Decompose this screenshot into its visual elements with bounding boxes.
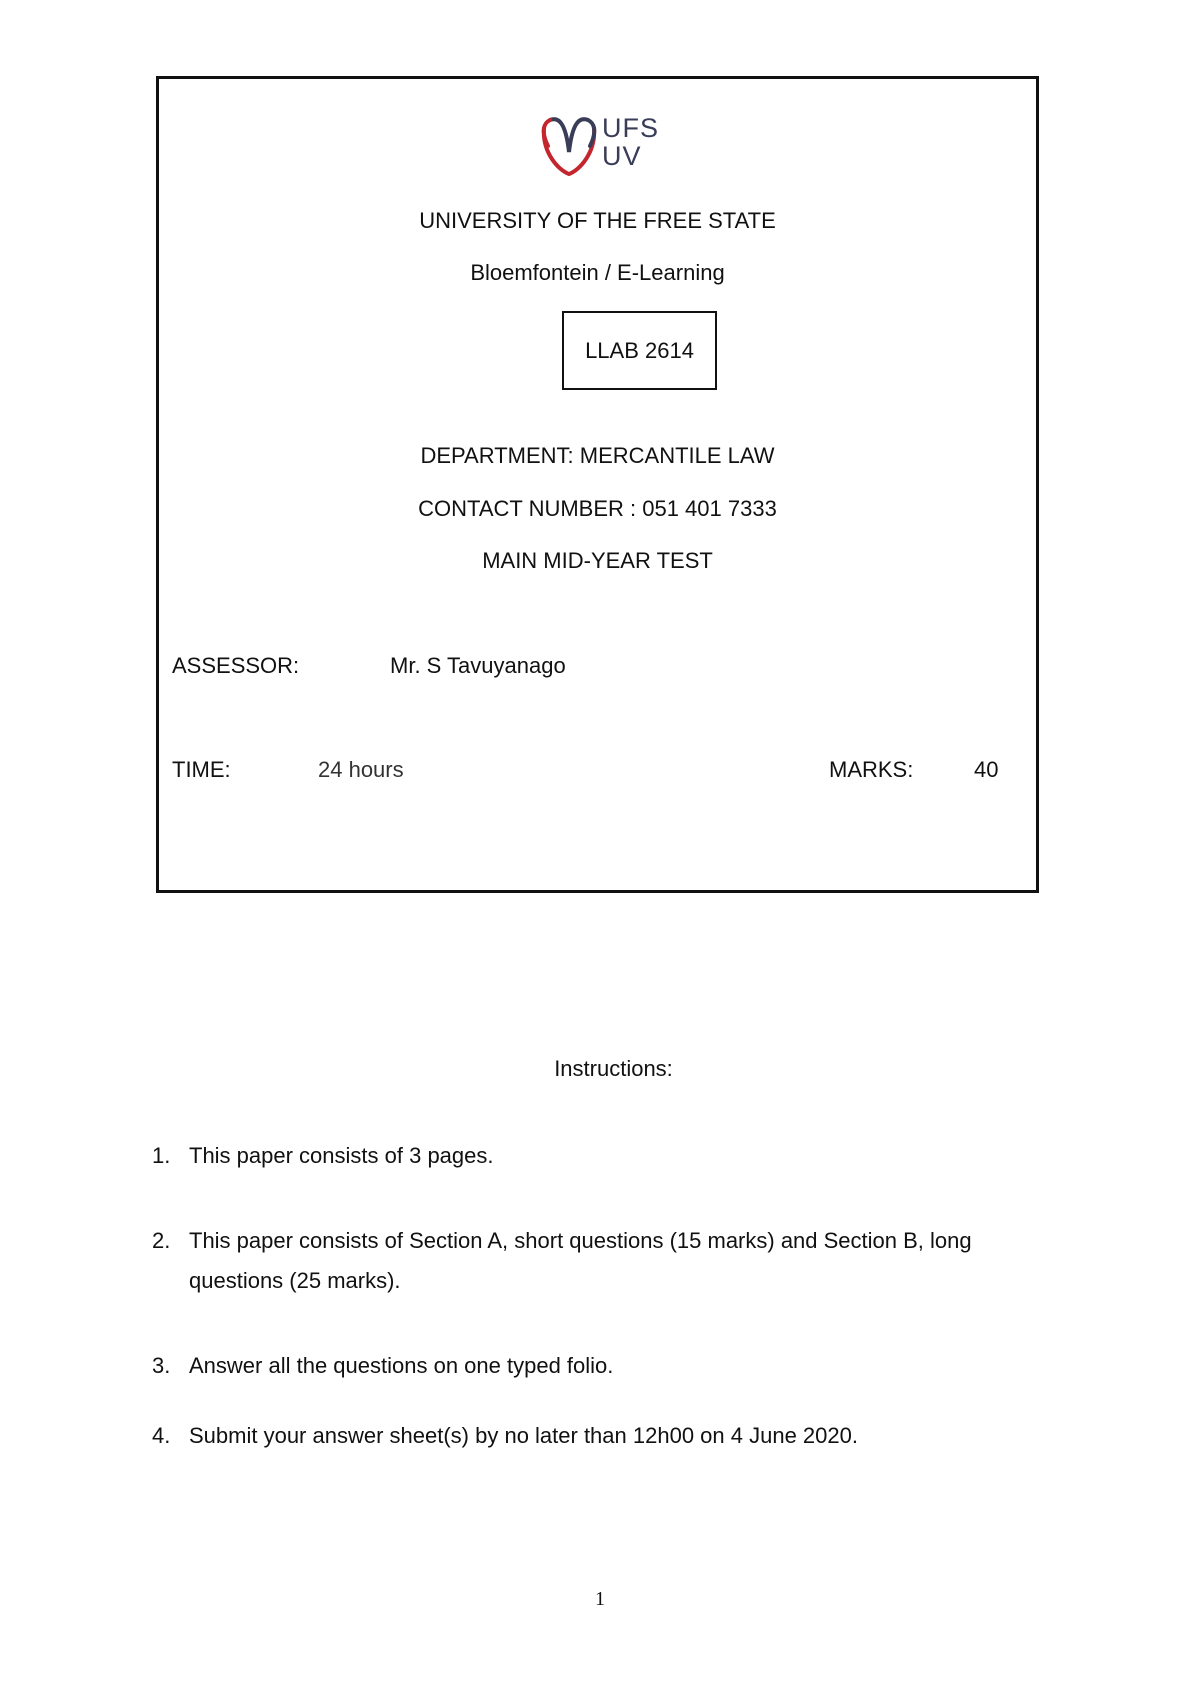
time-label: TIME: [172, 757, 231, 782]
instruction-number: 2. [152, 1228, 171, 1253]
instruction-number: 1. [152, 1143, 171, 1168]
test-type: MAIN MID-YEAR TEST [482, 548, 713, 573]
logo-line-ufs: UFS [602, 113, 659, 143]
university-name: UNIVERSITY OF THE FREE STATE [419, 208, 776, 233]
instruction-text: Submit your answer sheet(s) by no later than 12h00 on 4 June 2020. [189, 1423, 858, 1448]
module-code-box [562, 311, 717, 390]
logo-wordmark [602, 114, 659, 170]
ufs-emblem-icon [536, 112, 602, 178]
contact-number: CONTACT NUMBER : 051 401 7333 [418, 496, 777, 521]
instruction-number: 4. [152, 1423, 171, 1448]
instruction-text: Answer all the questions on one typed folio. [189, 1353, 614, 1378]
assessor-value: Mr. S Tavuyanago [390, 653, 566, 678]
marks-value: 40 [974, 757, 999, 782]
time-value: 24 hours [318, 757, 404, 782]
instruction-number: 3. [152, 1353, 171, 1378]
logo-line-uv: UV [602, 141, 642, 171]
module-code: LLAB 2614 [585, 337, 694, 363]
campus-name: Bloemfontein / E-Learning [470, 260, 725, 285]
instructions-title: Instructions: [554, 1056, 673, 1081]
instruction-text: This paper consists of 3 pages. [189, 1143, 494, 1168]
page-number: 1 [595, 1588, 605, 1610]
assessor-label: ASSESSOR: [172, 653, 300, 678]
department-name: DEPARTMENT: MERCANTILE LAW [420, 443, 775, 468]
marks-label: MARKS: [829, 757, 914, 782]
instruction-text: This paper consists of Section A, short questions (15 marks) and Section B, long questions (25 marks). [189, 1228, 972, 1293]
university-logo [536, 112, 666, 178]
